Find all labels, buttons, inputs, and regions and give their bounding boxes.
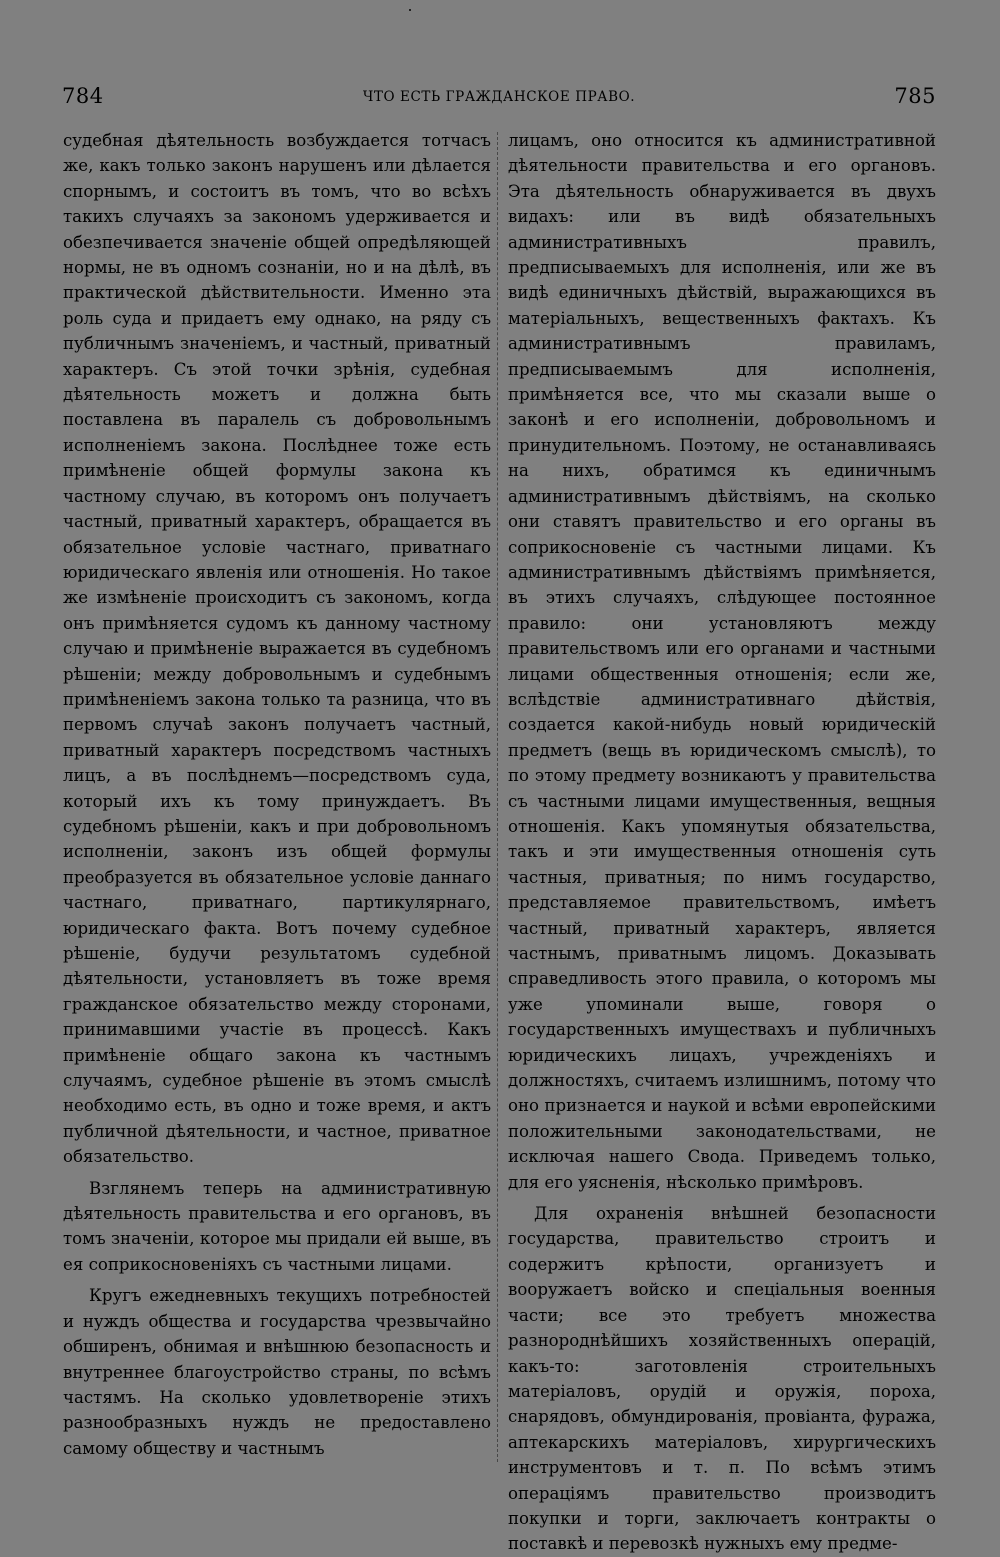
scan-speck: [409, 9, 411, 11]
right-paragraph-2: Для охраненія внѣшней безопасности государства, правительство строитъ и содержитъ крѣпости, организуетъ и вооружаетъ войско и спеціальныя военныя части; все это требуетъ множества разнороднѣйшихъ хозяйственныхъ операцій, какъ-то: заготовленія строительныхъ матеріаловъ, орудій и оружія, пороха, снарядовъ, обмундированія, провіанта, фуража, аптекарскихъ матеріаловъ, хирургическихъ инструментовъ и т. п. По всѣмъ этимъ операціямъ правительство производитъ покупки и торги, заключаетъ контракты о поставкѣ и перевозкѣ нужныхъ ему предме-: [508, 1204, 936, 1554]
column-divider: [497, 132, 498, 1462]
right-paragraph-1: лицамъ, оно относится къ административной дѣятельности правительства и его органовъ. Эта дѣятельность обнаруживается въ двухъ видахъ: или въ видѣ обязательныхъ административныхъ правилъ, предписываемыхъ для исполненія, или же въ видѣ единичныхъ дѣйствій, выражающихся въ матеріальныхъ, вещественныхъ фактахъ. Къ административнымъ правиламъ, предписываемымъ для исполненія, примѣняется все, что мы сказали выше о законѣ и его исполненіи, добровольномъ и принудительномъ. Поэтому, не останавливаясь на нихъ, обратимся къ единичнымъ административнымъ дѣйствіямъ, на сколько они ставятъ правительство и его органы въ соприкосновеніе съ частными лицами. Къ административнымъ дѣйствіямъ примѣняется, въ этихъ случаяхъ, слѣдующее постоянное правило: они установляютъ между правительствомъ или его органами и частными лицами общественныя отношенія; если же, вслѣдствіе административнаго дѣйствія, создается какой-нибудь новый юридическій предметъ (вещь въ юридическомъ смыслѣ), то по этому предмету возникаютъ у правительства съ частными лицами имущественныя, вещныя отношенія. Какъ упомянутыя обязательства, такъ и эти имущественныя отношенія суть частныя, приватныя; по нимъ государство, представляемое правительствомъ, имѣетъ частный, приватный характеръ, является частнымъ, приватнымъ лицомъ. Доказывать справедливость этого правила, о которомъ мы уже упоминали выше, говоря о государственныхъ имуществахъ и публичныхъ юридическихъ лицахъ, учрежденіяхъ и должностяхъ, считаемъ излишнимъ, потому что оно признается и наукой и всѣми европейскими положительными законодательствами, не исключая нашего Свода. Приведемъ только, для его уясненія, нѣсколько примѣровъ.: [508, 131, 936, 1192]
right-text-column: [508, 128, 936, 1557]
left-page-number: 784: [62, 84, 104, 108]
left-paragraph-3: Кругъ ежедневныхъ текущихъ потребностей и нуждъ общества и государства чрезвычайно обширенъ, обнимая и внѣшнюю безопасность и внутреннее благоустройство страны, по всѣмъ частямъ. На сколько удовлетвореніе этихъ разнообразныхъ нуждъ не предоставлено самому обществу и частнымъ: [63, 1286, 491, 1458]
running-title: ЧТО ЕСТЬ ГРАЖДАНСКОЕ ПРАВО.: [362, 89, 636, 105]
left-paragraph-2: Взглянемъ теперь на административную дѣятельность правительства и его органовъ, въ томъ значеніи, которое мы придали ей выше, въ ея соприкосновеніяхъ съ частными лицами.: [63, 1178, 491, 1274]
page-header: [62, 84, 936, 114]
right-page-number: 785: [894, 84, 936, 108]
left-text-column: [63, 128, 491, 1461]
left-paragraph-1: судебная дѣятельность возбуждается тотчасъ же, какъ только законъ нарушенъ или дѣлается спорнымъ, и состоитъ въ томъ, что во всѣхъ такихъ случаяхъ за закономъ удерживается и обезпечивается значеніе общей опредѣляющей нормы, не въ одномъ сознаніи, но и на дѣлѣ, въ практической дѣйствительности. Именно эта роль суда и придаетъ ему однако, на ряду съ публичнымъ значеніемъ, и частный, приватный характеръ. Съ этой точки зрѣнія, судебная дѣятельность можетъ и должна быть поставлена въ паралель съ добровольнымъ исполненіемъ закона. Послѣднее тоже есть примѣненіе общей формулы закона къ частному случаю, въ которомъ онъ получаетъ частный, приватный характеръ, обращается въ обязательное условіе частнаго, приватнаго юридическаго явленія или отношенія. Но такое же измѣненіе происходитъ съ закономъ, когда онъ примѣняется судомъ къ данному частному случаю и примѣненіе выражается въ судебномъ рѣшеніи; между добровольнымъ и судебнымъ примѣненіемъ закона только та разница, что въ первомъ случаѣ законъ получаетъ частный, приватный характеръ посредствомъ частныхъ лицъ, а въ послѣднемъ—посредствомъ суда, который ихъ къ тому принуждаетъ. Въ судебномъ рѣшеніи, какъ и при добровольномъ исполненіи, законъ изъ общей формулы преобразуется въ обязательное условіе даннаго частнаго, приватнаго, партикулярнаго, юридическаго факта. Вотъ почему судебное рѣшеніе, будучи результатомъ судебной дѣятельности, установляетъ въ тоже время гражданское обязательство между сторонами, принимавшими участіе въ процессѣ. Какъ примѣненіе общаго закона къ частнымъ случаямъ, судебное рѣшеніе въ этомъ смыслѣ необходимо есть, въ одно и тоже время, и актъ публичной дѣятельности, и частное, приватное обязательство.: [63, 131, 491, 1167]
